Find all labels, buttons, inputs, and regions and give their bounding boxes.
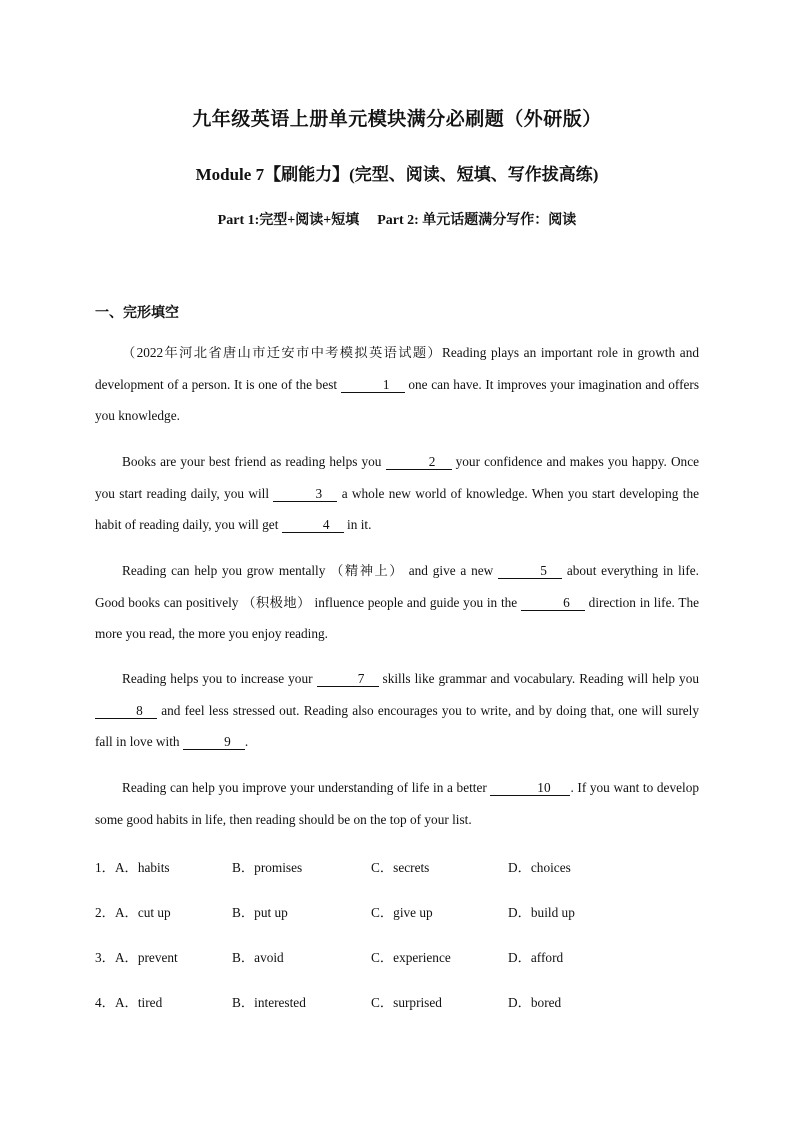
option-a: 4．A．tired <box>95 995 163 1010</box>
text: （2022年河北省唐山市迁安市中考模拟英语试题）Reading plays an important role in growth and development of a person. It is one of the best <box>95 345 699 392</box>
blank-10: 10 <box>490 780 570 796</box>
option-c: C．give up <box>371 905 433 920</box>
blank-8: 8 <box>95 703 157 719</box>
blank-4: 4 <box>282 517 344 533</box>
option-c: C．surprised <box>371 995 442 1010</box>
text: skills like grammar and vocabulary. Reading will help you <box>378 671 699 686</box>
option-a: 1．A．habits <box>95 860 170 875</box>
text: a whole new world of knowledge. When you start developing the habit of reading daily, you will get <box>95 485 699 532</box>
passage-paragraph-2 <box>95 446 699 541</box>
option-c: C．experience <box>371 950 451 965</box>
question-1 <box>95 857 699 877</box>
option-d: D．afford <box>508 950 564 965</box>
module-subtitle: Module 7【刷能力】(完型、阅读、短填、写作拔高练) <box>195 165 599 184</box>
option-b: B．avoid <box>232 950 284 965</box>
blank-5: 5 <box>498 563 562 579</box>
blank-9: 9 <box>183 734 245 750</box>
blank-2: 2 <box>386 454 452 470</box>
blank-1: 1 <box>341 377 405 393</box>
option-b: B．interested <box>232 995 306 1010</box>
blank-3: 3 <box>273 486 337 502</box>
text: . If you want to develop some good habits in life, then reading should be on the top of your list. <box>95 780 699 827</box>
option-b: B．promises <box>232 860 303 875</box>
question-4 <box>95 992 699 1012</box>
text: Reading helps you to increase your <box>122 671 317 686</box>
document-title: 九年级英语上册单元模块满分必刷题（外研版） <box>192 108 602 130</box>
parts-line <box>0 209 794 229</box>
text: Reading can help you improve your understanding of life in a better <box>122 780 491 795</box>
text: Books are your best friend as reading helps you <box>122 454 386 469</box>
option-c: C．secrets <box>371 860 430 875</box>
option-b: B．put up <box>232 905 288 920</box>
part-2-label: Part 2: 单元话题满分写作：阅读 <box>377 213 577 228</box>
passage-paragraph-3 <box>95 555 699 650</box>
option-d: D．build up <box>508 905 575 920</box>
text: . <box>244 734 249 749</box>
text: about everything in life. Good books can positively （积极地） influence people and guide you in the <box>95 563 699 610</box>
text: Reading can help you grow mentally （精神上） and give a new <box>122 563 499 578</box>
passage-paragraph-4 <box>95 663 699 758</box>
text: direction in life. The more you read, the more you enjoy reading. <box>95 594 699 641</box>
text: your confidence and makes you happy. Once you start reading daily, you will <box>95 454 700 501</box>
option-d: D．choices <box>508 860 571 875</box>
passage-paragraph-1 <box>95 337 699 432</box>
text: in it. <box>343 517 372 532</box>
option-a: 2．A．cut up <box>95 905 171 920</box>
text: and feel less stressed out. Reading also encourages you to write, and by doing that, one will surely fall in love with <box>95 702 699 749</box>
blank-7: 7 <box>317 671 379 687</box>
option-d: D．bored <box>508 995 562 1010</box>
option-a: 3．A．prevent <box>95 950 178 965</box>
question-3 <box>95 947 699 967</box>
blank-6: 6 <box>521 595 585 611</box>
passage-paragraph-5 <box>95 772 699 835</box>
part-1-label: Part 1:完型+阅读+短填 <box>217 213 360 228</box>
section-title-cloze: 一、完形填空 <box>95 305 179 321</box>
text: one can have. It improves your imagination and offers you knowledge. <box>95 376 699 423</box>
question-2 <box>95 902 699 922</box>
